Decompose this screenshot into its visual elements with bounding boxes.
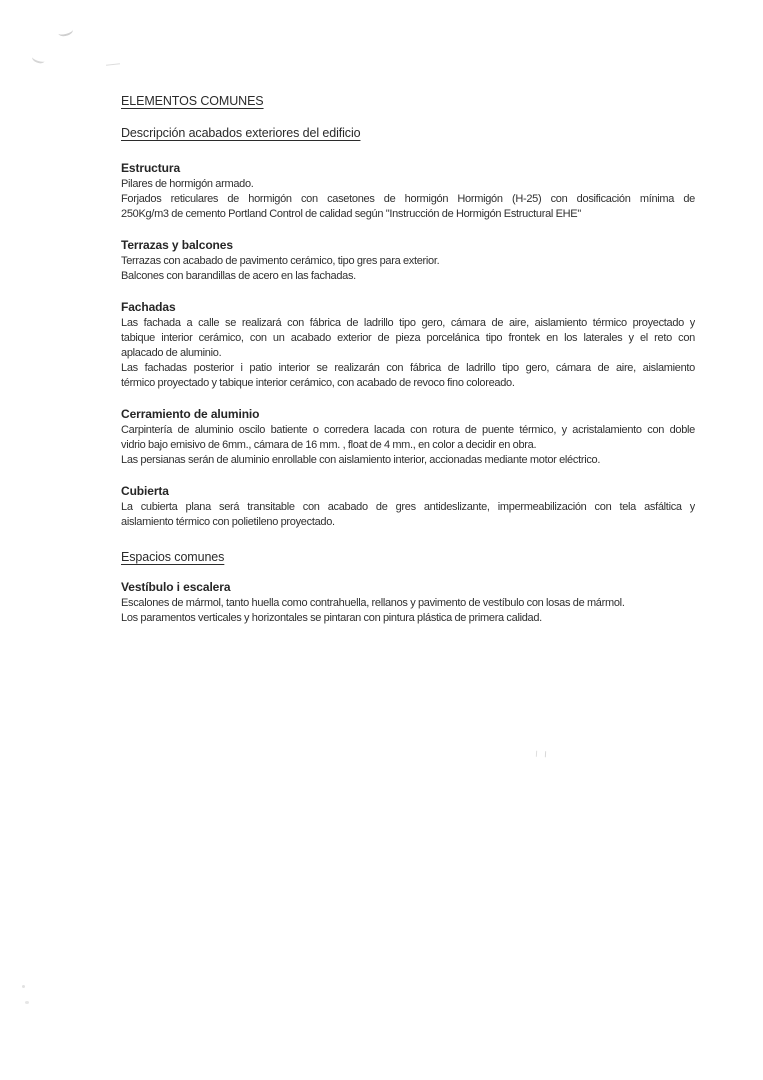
section-estructura [121, 161, 695, 222]
paragraph-line: aislamiento térmico con polietileno proyectado. [121, 516, 335, 528]
section-title: Fachadas [121, 300, 176, 314]
paragraph-line: Pilares de hormigón armado. [121, 178, 254, 190]
paragraph-line: aplacado de aluminio. [121, 347, 222, 359]
section-title: Cerramiento de aluminio [121, 407, 260, 421]
paragraph-line: Carpintería de aluminio oscilo batiente o corredera lacada con rotura de puente térmico, y acristalamiento con doble [121, 424, 695, 436]
paragraph-line: Las fachadas posterior i patio interior se realizarán con fábrica de ladrillo tipo gero, cámara de aire, aislamiento [121, 362, 695, 374]
scan-artifact [25, 1001, 29, 1004]
section-cubierta [121, 484, 695, 530]
section-terrazas-y-balcones [121, 238, 695, 284]
paragraph-line: Las fachada a calle se realizará con fábrica de ladrillo tipo gero, cámara de aire, aislamiento térmico proyectado y [121, 317, 695, 329]
section-title: Vestíbulo i escalera [121, 580, 231, 594]
paragraph-line: 250Kg/m3 de cemento Portland Control de calidad según "Instrucción de Hormigón Estructural EHE" [121, 208, 581, 220]
paragraph-line: térmico proyectado y tabique interior cerámico, con acabado de revoco fino coloreado. [121, 377, 515, 389]
paragraph-line: Forjados reticulares de hormigón con casetones de hormigón Hormigón (H-25) con dosificación mínima de [121, 193, 695, 205]
paragraph-line: La cubierta plana será transitable con acabado de gres antideslizante, impermeabilización con tela asfáltica y [121, 501, 695, 513]
paragraph-line: Escalones de mármol, tanto huella como contrahuella, rellanos y pavimento de vestíbulo con losas de mármol. [121, 597, 625, 609]
sub-heading: Descripción acabados exteriores del edificio [121, 126, 361, 140]
scan-artifact [22, 985, 25, 988]
scan-artifact [57, 25, 74, 37]
section-fachadas [121, 300, 695, 391]
section-cerramiento-de-aluminio [121, 407, 695, 468]
section-vestibulo-i-escalera [121, 580, 695, 626]
paragraph-line: Terrazas con acabado de pavimento cerámico, tipo gres para exterior. [121, 255, 440, 267]
paragraph-line: Los paramentos verticales y horizontales se pintaran con pintura plástica de primera calidad. [121, 612, 542, 624]
document-content [121, 94, 695, 642]
section-title: Terrazas y balcones [121, 238, 233, 252]
main-heading: ELEMENTOS COMUNES [121, 94, 264, 108]
scan-artifact [536, 751, 546, 758]
section-title: Estructura [121, 161, 181, 175]
paragraph-line: vidrio bajo emisivo de 6mm., cámara de 16 mm. , float de 4 mm., en color a decidir en obra. [121, 439, 537, 451]
paragraph-line: Las persianas serán de aluminio enrollable con aislamiento interior, accionadas mediante motor eléctrico. [121, 454, 601, 466]
paragraph-line: Balcones con barandillas de acero en las fachadas. [121, 270, 356, 282]
scan-artifact [31, 53, 46, 65]
spaces-heading: Espacios comunes [121, 550, 225, 564]
section-title: Cubierta [121, 484, 169, 498]
scan-artifact [106, 63, 120, 65]
paragraph-line: tabique interior cerámico, con un acabado exterior de pieza porcelánica tipo frontek en los laterales y el reto con [121, 332, 695, 344]
